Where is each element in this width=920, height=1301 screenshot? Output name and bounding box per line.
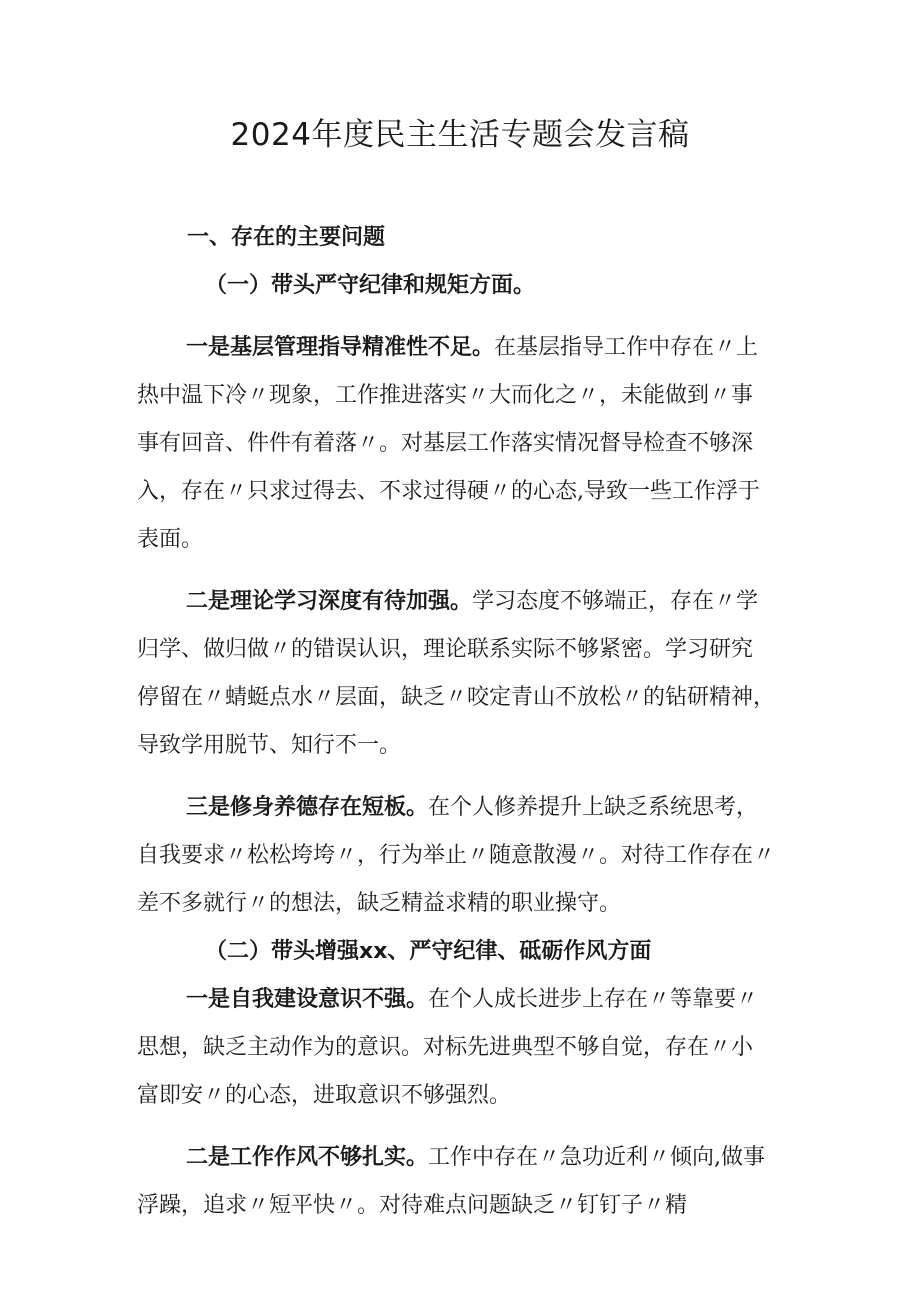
subsection-heading-work-style: （二）带头增强xx、严守纪律、砥砺作风方面: [205, 939, 652, 964]
section-heading-problems: 一、存在的主要问题: [187, 225, 386, 250]
paragraph-line: [137, 784, 797, 832]
paragraph-line: 导致学用脱节、知行不一。: [137, 733, 402, 758]
paragraph-lead: 二是理论学习深度有待加强。: [186, 589, 473, 614]
paragraph-theory-study: [137, 578, 797, 770]
paragraph-lead: 一是自我建设意识不强。: [186, 987, 429, 1012]
paragraph-text: 学习态度不够端正，存在〃学: [472, 589, 759, 614]
paragraph-line: [137, 324, 797, 372]
paragraph-self-cultivation: [137, 784, 797, 928]
document-body: [137, 214, 797, 1230]
paragraph-lead: 一是基层管理指导精准性不足。: [186, 335, 495, 360]
paragraph-line: 表面。: [137, 527, 204, 552]
paragraph-line: [137, 976, 797, 1024]
paragraph-text: 在个人成长进步上存在〃等靠要〃: [428, 987, 759, 1012]
paragraph-line: 思想，缺乏主动作为的意识。对标先进典型不够自觉，存在〃小: [137, 1035, 754, 1060]
document-title: 2024年度民主生活专题会发言稿: [230, 117, 690, 153]
paragraph-line: 自我要求〃松松垮垮〃，行为举止〃随意散漫〃。对待工作存在〃: [137, 843, 776, 868]
subsection-heading-discipline: （一）带头严守纪律和规矩方面。: [205, 273, 536, 298]
paragraph-lead: 二是工作作风不够扎实。: [186, 1145, 429, 1170]
paragraph-line: 停留在〃蜻蜓点水〃层面，缺乏〃咬定青山不放松〃的钻研精神，: [137, 685, 776, 710]
paragraph-line: 事有回音、件件有着落〃。对基层工作落实情况督导检查不够深: [137, 431, 754, 456]
paragraph-text: 工作中存在〃急功近利〃倾向,做事: [428, 1145, 766, 1170]
paragraph-text: 在个人修养提升上缺乏系统思考，: [428, 795, 759, 820]
paragraph-work-style: [137, 1134, 797, 1230]
paragraph-self-development: [137, 976, 797, 1120]
paragraph-text: 在基层指导工作中存在〃上: [494, 335, 759, 360]
paragraph-line: 归学、做归做〃的错误认识，理论联系实际不够紧密。学习研究: [137, 637, 754, 662]
paragraph-grassroots-guidance: [137, 324, 797, 564]
paragraph-line: [137, 1134, 797, 1182]
paragraph-line: 入，存在〃只求过得去、不求过得硬〃的心态,导致一些工作浮于: [137, 479, 760, 504]
paragraph-line: 浮躁，追求〃短平快〃。对待难点问题缺乏〃钉钉子〃精: [137, 1193, 688, 1218]
paragraph-line: 差不多就行〃的想法，缺乏精益求精的职业操守。: [137, 891, 622, 916]
paragraph-lead: 三是修身养德存在短板。: [186, 795, 429, 820]
paragraph-line: 富即安〃的心态，进取意识不够强烈。: [137, 1083, 512, 1108]
paragraph-line: 热中温下冷〃现象，工作推进落实〃大而化之〃，未能做到〃事: [137, 383, 754, 408]
paragraph-line: [137, 578, 797, 626]
